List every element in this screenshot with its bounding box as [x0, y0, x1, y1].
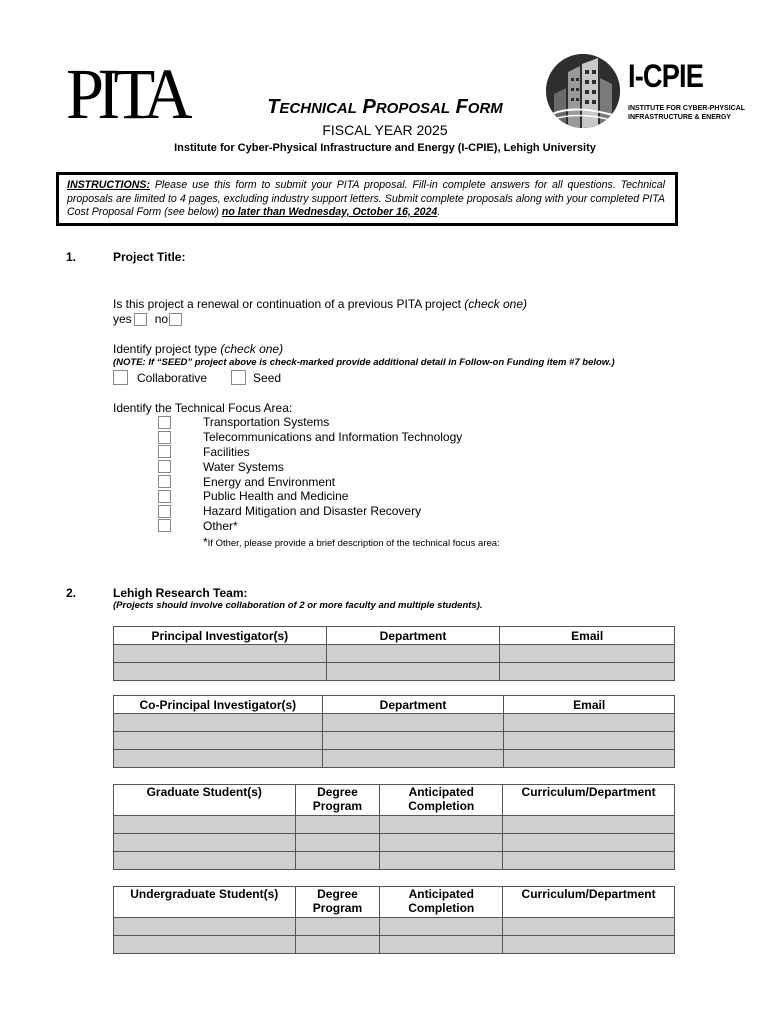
undergrad-student-table	[113, 886, 675, 954]
icpie-logo	[546, 52, 756, 132]
focus-checkbox-transportation[interactable]	[158, 416, 171, 429]
pi-table	[113, 626, 675, 681]
focus-item: Transportation Systems	[158, 415, 462, 430]
table-cell-input[interactable]	[503, 918, 675, 936]
table-header-row	[114, 887, 675, 918]
section-1-number: 1.	[66, 250, 77, 264]
table-cell-input[interactable]	[380, 834, 503, 852]
table-row	[114, 918, 675, 936]
table-header: Co-Principal Investigator(s)	[114, 696, 323, 714]
table-header: Curriculum/Department	[503, 887, 675, 918]
table-row	[114, 852, 675, 870]
no-checkbox[interactable]	[169, 313, 182, 326]
table-cell-input[interactable]	[114, 663, 327, 681]
focus-item: Water Systems	[158, 459, 462, 474]
seed-checkbox[interactable]	[231, 370, 246, 385]
institute-name: Institute for Cyber-Physical Infrastructure and Energy (I-CPIE), Lehigh University	[174, 142, 596, 154]
table-header: Degree Program	[295, 785, 380, 816]
table-row	[114, 732, 675, 750]
focus-item: Public Health and Medicine	[158, 489, 462, 504]
table-row	[114, 714, 675, 732]
table-header: Degree Program	[295, 887, 380, 918]
section-2-subtitle: (Projects should involve collaboration of 2 or more faculty and multiple students).	[113, 600, 483, 611]
table-cell-input[interactable]	[503, 936, 675, 954]
icpie-building-icon	[546, 54, 620, 128]
table-header: Undergraduate Student(s)	[114, 887, 296, 918]
focus-checkbox-health[interactable]	[158, 490, 171, 503]
focus-area-list	[158, 415, 462, 533]
table-cell-input[interactable]	[114, 936, 296, 954]
table-cell-input[interactable]	[503, 852, 675, 870]
focus-checkbox-energy[interactable]	[158, 475, 171, 488]
table-header-row	[114, 785, 675, 816]
instructions-label: INSTRUCTIONS:	[67, 179, 150, 191]
renewal-question: Is this project a renewal or continuation of a previous PITA project (check one)	[113, 297, 527, 311]
table-cell-input[interactable]	[500, 663, 675, 681]
table-row	[114, 816, 675, 834]
instructions-text: Please use this form to submit your PITA proposal. Fill-in complete answers for all questions. Technical proposals are limited to 4 pages, excluding industry support letters. Submit complete proposals along with your completed PITA Cost Proposal Form (see below)	[67, 179, 665, 218]
table-header: Email	[504, 696, 675, 714]
table-cell-input[interactable]	[504, 732, 675, 750]
yes-checkbox[interactable]	[134, 313, 147, 326]
table-cell-input[interactable]	[114, 645, 327, 663]
type-question: Identify project type (check one)	[113, 342, 284, 356]
focus-checkbox-other[interactable]	[158, 519, 171, 532]
type-options	[113, 370, 281, 385]
seed-label: Seed	[253, 370, 282, 385]
yes-label: yes	[113, 312, 132, 326]
instructions-box	[56, 172, 678, 226]
table-cell-input[interactable]	[114, 750, 323, 768]
focus-checkbox-facilities[interactable]	[158, 445, 171, 458]
page-title: TECHNICAL PROPOSAL FORM	[267, 96, 503, 118]
copi-table	[113, 695, 675, 768]
collaborative-checkbox[interactable]	[113, 370, 128, 385]
section-1-title: Project Title:	[113, 250, 186, 264]
focus-checkbox-hazard[interactable]	[158, 505, 171, 518]
table-header: Anticipated Completion	[380, 785, 503, 816]
type-note: (NOTE: If “SEED” project above is check-marked provide additional detail in Follow-on Funding item #7 below.)	[113, 357, 615, 368]
table-cell-input[interactable]	[322, 732, 504, 750]
focus-item: Facilities	[158, 445, 462, 460]
table-header: Department	[322, 696, 504, 714]
table-cell-input[interactable]	[326, 645, 500, 663]
table-row	[114, 750, 675, 768]
table-cell-input[interactable]	[295, 852, 380, 870]
table-header: Principal Investigator(s)	[114, 627, 327, 645]
icpie-logo-text: I-CPIE	[628, 58, 703, 94]
icpie-logo-subtitle: INSTITUTE FOR CYBER-PHYSICAL INFRASTRUCTURE & ENERGY	[628, 105, 746, 121]
table-cell-input[interactable]	[295, 936, 380, 954]
focus-item: Other*	[158, 519, 462, 534]
focus-item: Telecommunications and Information Technology	[158, 430, 462, 445]
table-cell-input[interactable]	[295, 834, 380, 852]
table-cell-input[interactable]	[326, 663, 500, 681]
instructions-deadline: no later than Wednesday, October 16, 2024	[221, 206, 438, 218]
table-cell-input[interactable]	[114, 918, 296, 936]
table-cell-input[interactable]	[503, 816, 675, 834]
focus-item: Energy and Environment	[158, 474, 462, 489]
table-row	[114, 663, 675, 681]
table-cell-input[interactable]	[114, 732, 323, 750]
table-cell-input[interactable]	[503, 834, 675, 852]
section-2-number: 2.	[66, 586, 77, 600]
grad-student-table	[113, 784, 675, 870]
table-cell-input[interactable]	[500, 645, 675, 663]
table-cell-input[interactable]	[504, 750, 675, 768]
table-cell-input[interactable]	[380, 936, 503, 954]
table-cell-input[interactable]	[504, 714, 675, 732]
collaborative-label: Collaborative	[137, 370, 208, 385]
no-label: no	[154, 312, 169, 326]
fiscal-year: FISCAL YEAR 2025	[322, 122, 448, 138]
table-cell-input[interactable]	[114, 834, 296, 852]
table-cell-input[interactable]	[322, 714, 504, 732]
table-header-row	[114, 696, 675, 714]
table-row	[114, 936, 675, 954]
focus-item: Hazard Mitigation and Disaster Recovery	[158, 504, 462, 519]
table-cell-input[interactable]	[380, 852, 503, 870]
pita-logo: PITA	[66, 54, 186, 134]
table-header: Email	[500, 627, 675, 645]
table-row	[114, 645, 675, 663]
table-cell-input[interactable]	[114, 852, 296, 870]
table-cell-input[interactable]	[114, 816, 296, 834]
other-note: *If Other, please provide a brief description of the technical focus area:	[203, 535, 500, 549]
renewal-options	[113, 312, 182, 326]
instructions-end: .	[437, 206, 441, 218]
table-cell-input[interactable]	[295, 816, 380, 834]
focus-question: Identify the Technical Focus Area:	[113, 401, 293, 415]
table-cell-input[interactable]	[114, 714, 323, 732]
section-2-title: Lehigh Research Team:	[113, 586, 248, 600]
table-header: Curriculum/Department	[503, 785, 675, 816]
table-cell-input[interactable]	[295, 918, 380, 936]
table-header: Anticipated Completion	[380, 887, 503, 918]
focus-checkbox-telecom[interactable]	[158, 431, 171, 444]
table-cell-input[interactable]	[380, 816, 503, 834]
table-header: Department	[326, 627, 500, 645]
table-header-row	[114, 627, 675, 645]
table-cell-input[interactable]	[322, 750, 504, 768]
table-header: Graduate Student(s)	[114, 785, 296, 816]
table-cell-input[interactable]	[380, 918, 503, 936]
table-row	[114, 834, 675, 852]
focus-checkbox-water[interactable]	[158, 460, 171, 473]
